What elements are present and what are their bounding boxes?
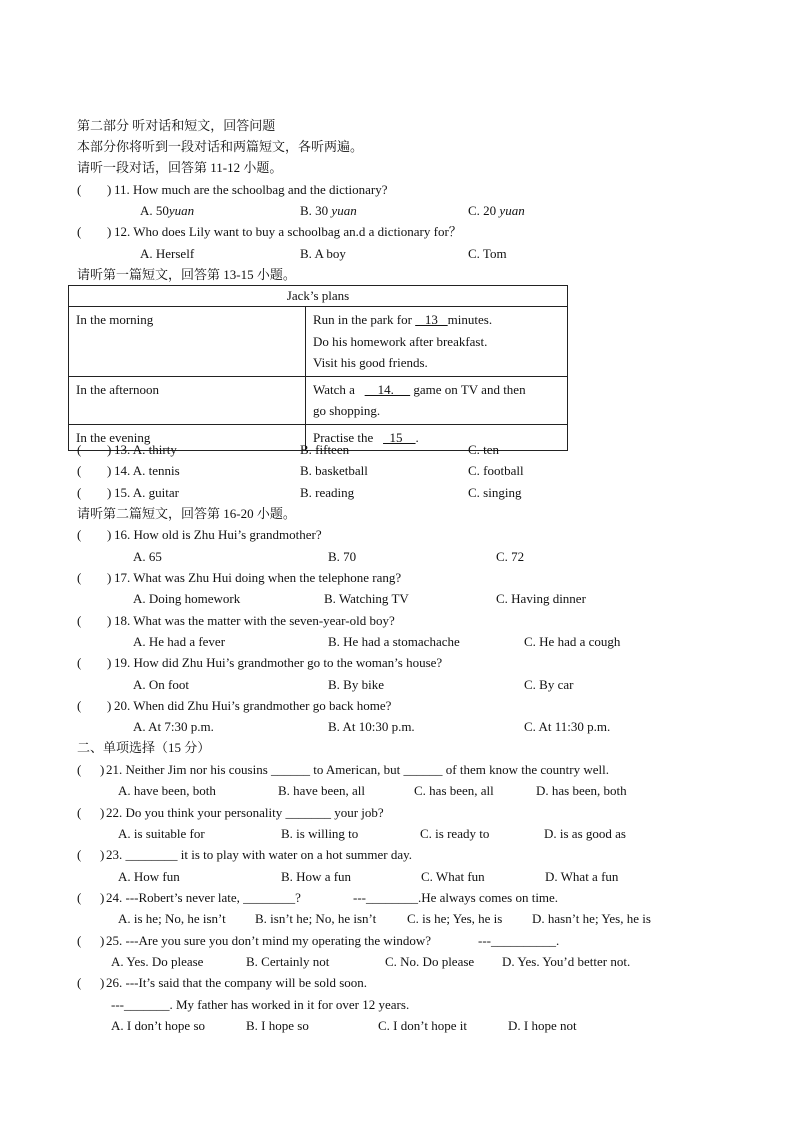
option-a: A. 65 <box>133 549 162 564</box>
answer-bracket-close: ) <box>100 762 105 777</box>
row-afternoon-label: In the afternoon <box>69 376 306 424</box>
option-b: B. A boy <box>300 246 346 261</box>
answer-bracket-open: ( <box>77 805 82 820</box>
option-b: B. basketball <box>300 463 368 478</box>
option-b: B. He had a stomachache <box>328 634 460 649</box>
option-c: C. What fun <box>421 869 485 884</box>
answer-bracket-close: ) <box>100 847 105 862</box>
question-stem: 24. ---Robert’s never late, ________? <box>106 890 301 905</box>
answer-bracket-close: ) <box>107 182 112 197</box>
option-c: C. Tom <box>468 246 507 261</box>
option-c: C. football <box>468 463 524 478</box>
option-a: A. Doing homework <box>133 591 241 606</box>
row-morning-plans: Run in the park for 13 minutes. Do his homework after breakfast. Visit his good friends. <box>306 307 568 377</box>
section-instruction: 本部分你将听到一段对话和两篇短文，各听两遍。 <box>77 139 364 154</box>
option-c: C. is he; Yes, he is <box>407 911 503 926</box>
question-stem: 17. What was Zhu Hui doing when the telephone rang? <box>114 570 402 585</box>
option-a: 14. A. tennis <box>114 463 180 478</box>
answer-bracket-open: ( <box>77 570 82 585</box>
option-a: A. I don’t hope so <box>111 1018 206 1033</box>
question-stem: 23. ________ it is to play with water on a hot summer day. <box>106 847 413 862</box>
option-d: D. is as good as <box>544 826 626 841</box>
plans-table <box>68 285 568 451</box>
option-a: A. is suitable for <box>118 826 205 841</box>
answer-bracket-close: ) <box>100 975 105 990</box>
question-reply: ---_______. My father has worked in it for over 12 years. <box>111 997 410 1012</box>
option-c: C. I don’t hope it <box>378 1018 467 1033</box>
answer-bracket-open: ( <box>77 613 82 628</box>
option-c: C. He had a cough <box>524 634 621 649</box>
dialogue-intro: 请听一段对话，回答第 11-12 小题。 <box>77 160 283 175</box>
answer-bracket-open: ( <box>77 762 82 777</box>
answer-bracket-close: ) <box>107 613 112 628</box>
blank-15: 15 <box>383 429 416 445</box>
option-b: B. have been, all <box>278 783 365 798</box>
option-c: C. Having dinner <box>496 591 586 606</box>
option-d: D. hasn’t he; Yes, he is <box>532 911 651 926</box>
option-a: A. 50yuan <box>140 203 195 218</box>
answer-bracket-close: ) <box>107 655 112 670</box>
answer-bracket-open: ( <box>77 975 82 990</box>
answer-bracket-open: ( <box>77 182 82 197</box>
section-single-choice-title: 二、单项选择（15 分） <box>77 740 211 755</box>
row-evening-label: In the evening <box>69 424 306 451</box>
question-stem: 12. Who does Lily want to buy a schoolbag an.d a dictionary for？ <box>114 224 462 239</box>
answer-bracket-open: ( <box>77 442 82 457</box>
option-b: B. is willing to <box>281 826 359 841</box>
answer-bracket-close: ) <box>107 527 112 542</box>
option-b: B. reading <box>300 485 355 500</box>
answer-bracket-close: ) <box>107 442 112 457</box>
question-stem: 18. What was the matter with the seven-year-old boy? <box>114 613 395 628</box>
question-stem: 25. ---Are you sure you don’t mind my operating the window? <box>106 933 432 948</box>
option-a: A. On foot <box>133 677 189 692</box>
option-a: 13. A. thirty <box>114 442 177 457</box>
question-stem: 21. Neither Jim nor his cousins ______ to American, but ______ of them know the country well. <box>106 762 609 777</box>
option-b: B. I hope so <box>246 1018 309 1033</box>
answer-bracket-open: ( <box>77 527 82 542</box>
answer-bracket-open: ( <box>77 933 82 948</box>
answer-bracket-close: ) <box>107 224 112 239</box>
passage1-intro: 请听第一篇短文，回答第 13-15 小题。 <box>77 267 296 282</box>
answer-bracket-open: ( <box>77 224 82 239</box>
option-d: D. has been, both <box>536 783 627 798</box>
answer-bracket-close: ) <box>107 485 112 500</box>
option-c: C. 20 yuan <box>468 203 525 218</box>
answer-bracket-close: ) <box>100 933 105 948</box>
row-morning-label: In the morning <box>69 307 306 377</box>
option-c: C. No. Do please <box>385 954 475 969</box>
option-b: B. 30 yuan <box>300 203 357 218</box>
option-c: C. At 11:30 p.m. <box>524 719 611 734</box>
option-a: A. At 7:30 p.m. <box>133 719 214 734</box>
question-stem: 26. ---It’s said that the company will be sold soon. <box>106 975 368 990</box>
blank-13: 13 <box>415 312 448 327</box>
answer-bracket-close: ) <box>100 890 105 905</box>
answer-bracket-close: ) <box>107 570 112 585</box>
row-afternoon-plans: Watch a 14. game on TV and then go shopping. <box>306 376 568 424</box>
answer-bracket-close: ) <box>107 698 112 713</box>
option-b: B. By bike <box>328 677 384 692</box>
option-c: C. singing <box>468 485 522 500</box>
question-stem: 22. Do you think your personality _______ your job? <box>106 805 384 820</box>
option-b: B. Watching TV <box>324 591 409 606</box>
answer-bracket-open: ( <box>77 655 82 670</box>
answer-bracket-close: ) <box>107 463 112 478</box>
answer-bracket-open: ( <box>77 890 82 905</box>
question-stem: 16. How old is Zhu Hui’s grandmother? <box>114 527 322 542</box>
row-evening-plans: Practise the 15 . <box>306 424 568 451</box>
option-c: C. By car <box>524 677 574 692</box>
option-b: B. How a fun <box>281 869 352 884</box>
option-b: B. 70 <box>328 549 357 564</box>
passage2-intro: 请听第二篇短文，回答第 16-20 小题。 <box>77 506 296 521</box>
question-reply: ---__________. <box>478 933 560 948</box>
option-b: B. Certainly not <box>246 954 330 969</box>
question-reply: ---________.He always comes on time. <box>353 890 559 905</box>
option-a: 15. A. guitar <box>114 485 179 500</box>
option-b: B. At 10:30 p.m. <box>328 719 415 734</box>
table-title: Jack’s plans <box>69 286 568 307</box>
option-b: B. fifteen <box>300 442 350 457</box>
option-c: C. 72 <box>496 549 525 564</box>
question-stem: 19. How did Zhu Hui’s grandmother go to the woman’s house? <box>114 655 443 670</box>
option-a: A. Herself <box>140 246 195 261</box>
option-c: C. ten <box>468 442 500 457</box>
option-a: A. is he; No, he isn’t <box>118 911 226 926</box>
option-c: C. has been, all <box>414 783 494 798</box>
option-a: A. Yes. Do please <box>111 954 204 969</box>
answer-bracket-open: ( <box>77 698 82 713</box>
option-a: A. He had a fever <box>133 634 226 649</box>
blank-14: 14. <box>364 381 411 397</box>
answer-bracket-open: ( <box>77 485 82 500</box>
section-title: 第二部分 听对话和短文，回答问题 <box>77 118 276 133</box>
question-stem: 11. How much are the schoolbag and the dictionary? <box>114 182 388 197</box>
answer-bracket-open: ( <box>77 847 82 862</box>
answer-bracket-close: ) <box>100 805 105 820</box>
option-d: D. What a fun <box>545 869 619 884</box>
question-stem: 20. When did Zhu Hui’s grandmother go back home? <box>114 698 392 713</box>
option-c: C. is ready to <box>420 826 490 841</box>
option-d: D. I hope not <box>508 1018 577 1033</box>
option-d: D. Yes. You’d better not. <box>502 954 631 969</box>
option-b: B. isn’t he; No, he isn’t <box>255 911 377 926</box>
option-a: A. How fun <box>118 869 180 884</box>
option-a: A. have been, both <box>118 783 216 798</box>
answer-bracket-open: ( <box>77 463 82 478</box>
